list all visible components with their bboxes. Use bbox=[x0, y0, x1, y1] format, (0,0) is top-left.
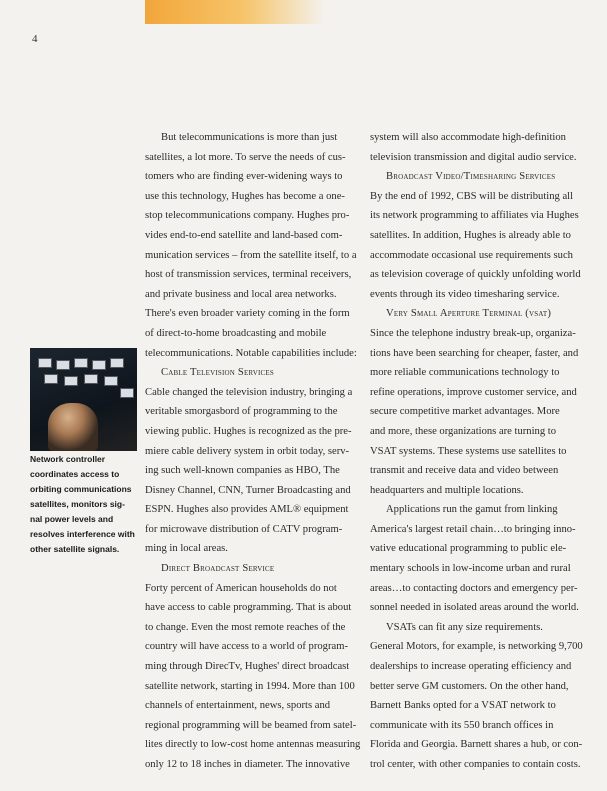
text-line: VSAT systems. These systems use satellites to bbox=[370, 445, 567, 457]
caption-line: Network controller bbox=[30, 454, 106, 464]
text-line: By the end of 1992, CBS will be distributing all bbox=[370, 190, 574, 202]
text-line: ming through DirecTv, Hughes' direct broadcast bbox=[145, 661, 350, 673]
text-line: But telecommunications is more than just bbox=[161, 132, 338, 143]
text-line: areas…to contacting doctors and emergency per- bbox=[370, 582, 578, 594]
text-line: telecommunications. Notable capabilities include: bbox=[145, 347, 357, 359]
text-line: Disney Channel, CNN, Turner Broadcasting and bbox=[145, 484, 351, 496]
text-line: veritable smorgasbord of programming to the bbox=[145, 406, 338, 418]
text-line: television transmission and digital audio service. bbox=[370, 151, 577, 163]
text-line: regional programming will be beamed from satel- bbox=[145, 719, 357, 731]
text-line: better serve GM customers. On the other hand, bbox=[370, 680, 569, 692]
text-line: viewing public. Hughes is recognized as the pre- bbox=[145, 425, 352, 437]
text-line: General Motors, for example, is networking 9,700 bbox=[370, 641, 583, 653]
text-line: satellites. In addition, Hughes is already able to bbox=[370, 229, 571, 241]
text-line: have access to cable programming. That is about bbox=[145, 602, 352, 614]
text-line: ing such well-known companies as HBO, The bbox=[145, 465, 340, 477]
caption-line: resolves interference with bbox=[30, 529, 135, 539]
text-line: sonnel needed in isolated areas around the world. bbox=[370, 602, 579, 614]
text-line: headquarters and multiple locations. bbox=[370, 484, 524, 496]
caption-line: satellites, monitors sig- bbox=[30, 499, 125, 509]
text-line: and more, these organizations are turning to bbox=[370, 425, 557, 437]
text-line: events through its video timesharing service. bbox=[370, 288, 560, 300]
caption-line: nal power levels and bbox=[30, 514, 114, 524]
caption-line: coordinates access to bbox=[30, 469, 120, 479]
text-line: ESPN. Hughes also provides AML® equipment bbox=[145, 504, 349, 516]
photo-caption bbox=[30, 452, 140, 557]
text-line: Cable changed the television industry, bringing a bbox=[145, 386, 353, 398]
text-line: country will have access to a world of program- bbox=[145, 641, 348, 653]
text-line: to change. Even the most remote reaches of the bbox=[145, 621, 346, 633]
text-line: satellites, a lot more. To serve the needs of cus- bbox=[145, 151, 346, 163]
text-line: for microwave distribution of CATV program- bbox=[145, 523, 343, 535]
text-line: America's largest retail chain…to bringing inno- bbox=[370, 523, 576, 535]
text-line: host of transmission services, terminal receivers, bbox=[145, 269, 352, 281]
text-line: satellite network, starting in 1994. More than 100 bbox=[145, 680, 355, 692]
page-number: 4 bbox=[32, 33, 38, 45]
text-line: VSATs can fit any size requirements. bbox=[386, 621, 543, 633]
section-heading: Direct Broadcast Service bbox=[161, 563, 275, 575]
text-line: mentary schools in low-income urban and rural bbox=[370, 563, 571, 575]
text-line: only 12 to 18 inches in diameter. The innovative bbox=[145, 759, 350, 770]
text-line: miere cable delivery system in orbit today, serv- bbox=[145, 445, 350, 457]
text-line: its network programming to affiliates via Hughes bbox=[370, 210, 579, 222]
caption-line: orbiting communications bbox=[30, 484, 132, 494]
text-line: more reliable communications technology to bbox=[370, 367, 560, 379]
text-line: transmit and receive data and video between bbox=[370, 465, 559, 477]
text-line: dealerships to increase operating efficiency and bbox=[370, 661, 572, 673]
text-column-right bbox=[370, 128, 582, 775]
text-line: Forty percent of American households do not bbox=[145, 582, 337, 594]
text-line: of direct-to-home broadcasting and mobile bbox=[145, 327, 327, 339]
text-line: Florida and Georgia. Barnett shares a hub, or con- bbox=[370, 739, 583, 751]
text-line: stop telecommunications company. Hughes pro- bbox=[145, 210, 350, 222]
text-column-left bbox=[145, 128, 360, 775]
text-line: tomers who are finding ever-widening ways to bbox=[145, 171, 343, 183]
text-line: Since the telephone industry break-up, organiza- bbox=[370, 327, 576, 339]
header-accent-bar bbox=[145, 0, 325, 24]
photo-network-controller bbox=[30, 348, 137, 451]
text-line: munication services – from the satellite itself, to a bbox=[145, 249, 357, 261]
text-line: communicate with its 550 branch offices in bbox=[370, 719, 554, 731]
text-line: system will also accommodate high-definition bbox=[370, 132, 566, 143]
text-line: accommodate occasional use requirements such bbox=[370, 249, 573, 261]
text-line: vative educational programming to public ele- bbox=[370, 543, 567, 555]
text-line: refine operations, improve customer service, and bbox=[370, 386, 577, 398]
text-line: Barnett Banks opted for a VSAT network to bbox=[370, 700, 556, 712]
text-line: vides end-to-end satellite and land-based com- bbox=[145, 229, 343, 241]
section-heading: Broadcast Video/Timesharing Services bbox=[386, 171, 556, 183]
text-line: as television coverage of quickly unfolding world bbox=[370, 269, 581, 281]
text-line: secure competitive market advantages. More bbox=[370, 406, 560, 418]
text-line: Applications run the gamut from linking bbox=[386, 504, 558, 516]
section-heading: Cable Television Services bbox=[161, 367, 274, 379]
text-line: use this technology, Hughes has become a one- bbox=[145, 190, 345, 202]
text-line: trol center, with other companies to contain costs. bbox=[370, 759, 581, 770]
caption-line: other satellite signals. bbox=[30, 544, 120, 554]
text-line: tions have been searching for cheaper, faster, and bbox=[370, 347, 579, 359]
text-line: channels of entertainment, news, sports and bbox=[145, 700, 331, 712]
text-line: lites directly to low-cost home antennas measuring bbox=[145, 739, 361, 751]
section-heading: Very Small Aperture Terminal (vsat) bbox=[386, 308, 552, 320]
text-line: ming in local areas. bbox=[145, 543, 228, 555]
text-line: and private business and local area networks. bbox=[145, 288, 337, 300]
text-line: There's even broader variety coming in the form bbox=[145, 308, 350, 320]
